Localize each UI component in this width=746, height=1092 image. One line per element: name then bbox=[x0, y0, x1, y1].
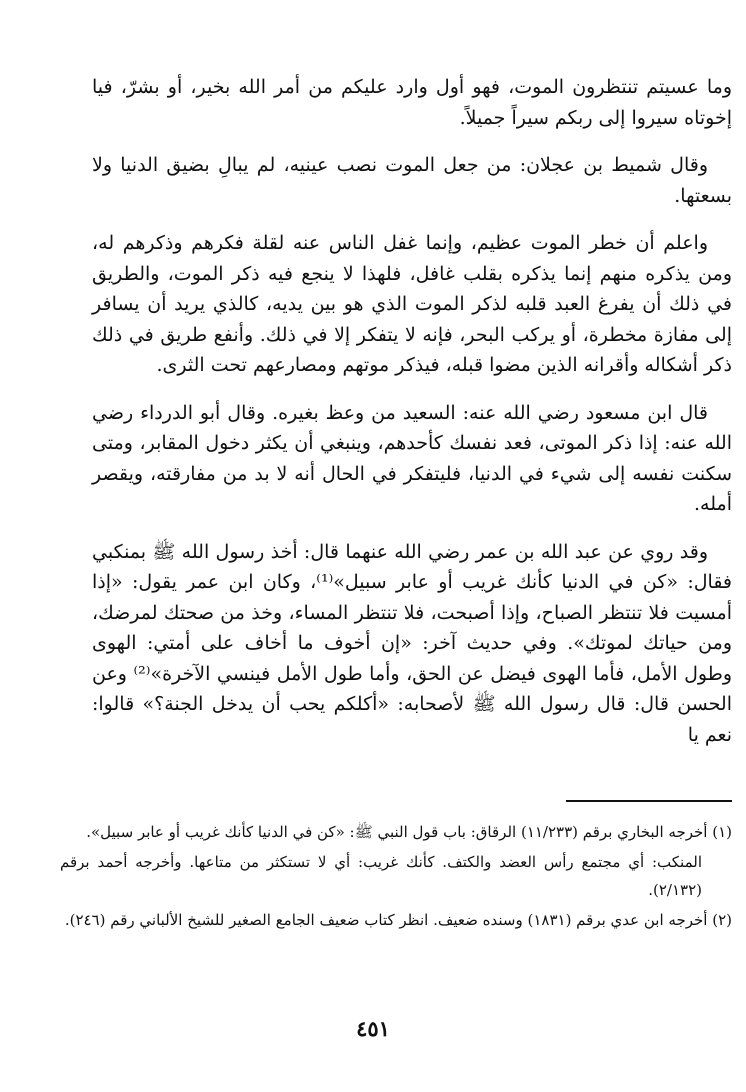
footnote-1-note: المنكب: أي مجتمع رأس العضد والكتف. كأنك غريب: أي لا تستكثر من متاعها. وأخرجه أحمد برقم (٢/١٣٢). bbox=[60, 853, 702, 899]
page-number: ٤٥١ bbox=[356, 1016, 390, 1041]
footnote-2: (٢) أخرجه ابن عدي برقم (١٨٣١) وسنده ضعيف. انظر كتاب ضعيف الجامع الصغير للشيخ الألباني رقم (٢٤٦). bbox=[64, 911, 732, 929]
paragraph-1: وما عسيتم تنتظرون الموت، فهو أول وارد عليكم من أمر الله بخير، أو بشرّ، فيا إخوتاه سيروا إلى ربكم سيراً جميلاً. bbox=[92, 76, 732, 129]
footnotes bbox=[60, 818, 732, 936]
main-text bbox=[92, 72, 732, 767]
footnote-1: (١) أخرجه البخاري برقم (١١/٢٣٣) الرقاق: باب قول النبي ﷺ: «كن في الدنيا كأنك غريب أو عابر سبيل». bbox=[86, 823, 732, 841]
paragraph-4: قال ابن مسعود رضي الله عنه: السعيد من وعظ بغيره. وقال أبو الدرداء رضي الله عنه: إذا ذكر الموتى، فعد نفسك كأحدهم، وينبغي أن يكثر دخول المقابر، ومتى سكنت نفسه إلى شيء في الدنيا، فليتفكر في الحال أنه لا بد من مفارقته، ويقصر أمله. bbox=[92, 401, 732, 515]
paragraph-2: وقال شميط بن عجلان: من جعل الموت نصب عينيه، لم يبالِ بضيق الدنيا ولا بسعتها. bbox=[92, 154, 732, 207]
paragraph-3: واعلم أن خطر الموت عظيم، وإنما غفل الناس عنه لقلة فكرهم وذكرهم له، ومن يذكره منهم إنما يذكره بقلب غافل، فلهذا لا ينجع فيه ذكر الموت، والطريق في ذلك أن يفرغ العبد قلبه لذكر الموت الذي هو بين يديه، كالذي يريد أن يسافر إلى مفازة مخطرة، أو يركب البحر، فإنه لا يتفكر إلا في ذلك. وأنفع طريق في ذلك ذكر أشكاله وأقرانه الذين مضوا قبله، فيذكر موتهم ومصارعهم تحت الثرى. bbox=[92, 232, 732, 376]
paragraph-5: وقد روي عن عبد الله بن عمر رضي الله عنهما قال: أخذ رسول الله ﷺ بمنكبي فقال: «كن في الدنيا كأنك غريب أو عابر سبيل»⁽¹⁾، وكان ابن عمر يقول: «إذا أمسيت فلا تنتظر الصباح، وإذا أصبحت، فلا تنتظر المساء، وخذ من صحتك لمرضك، ومن حياتك لموتك». وفي حديث آخر: «إن أخوف ما أخاف على أمتي: الهوى وطول الأمل، فأما الهوى فيضل عن الحق، وأما طول الأمل فينسي الآخرة»⁽²⁾ وعن الحسن قال: قال رسول الله ﷺ لأصحابه: «أكلكم يحب أن يدخل الجنة؟» قالوا: نعم يا bbox=[92, 540, 733, 746]
footnote-separator bbox=[566, 800, 732, 802]
